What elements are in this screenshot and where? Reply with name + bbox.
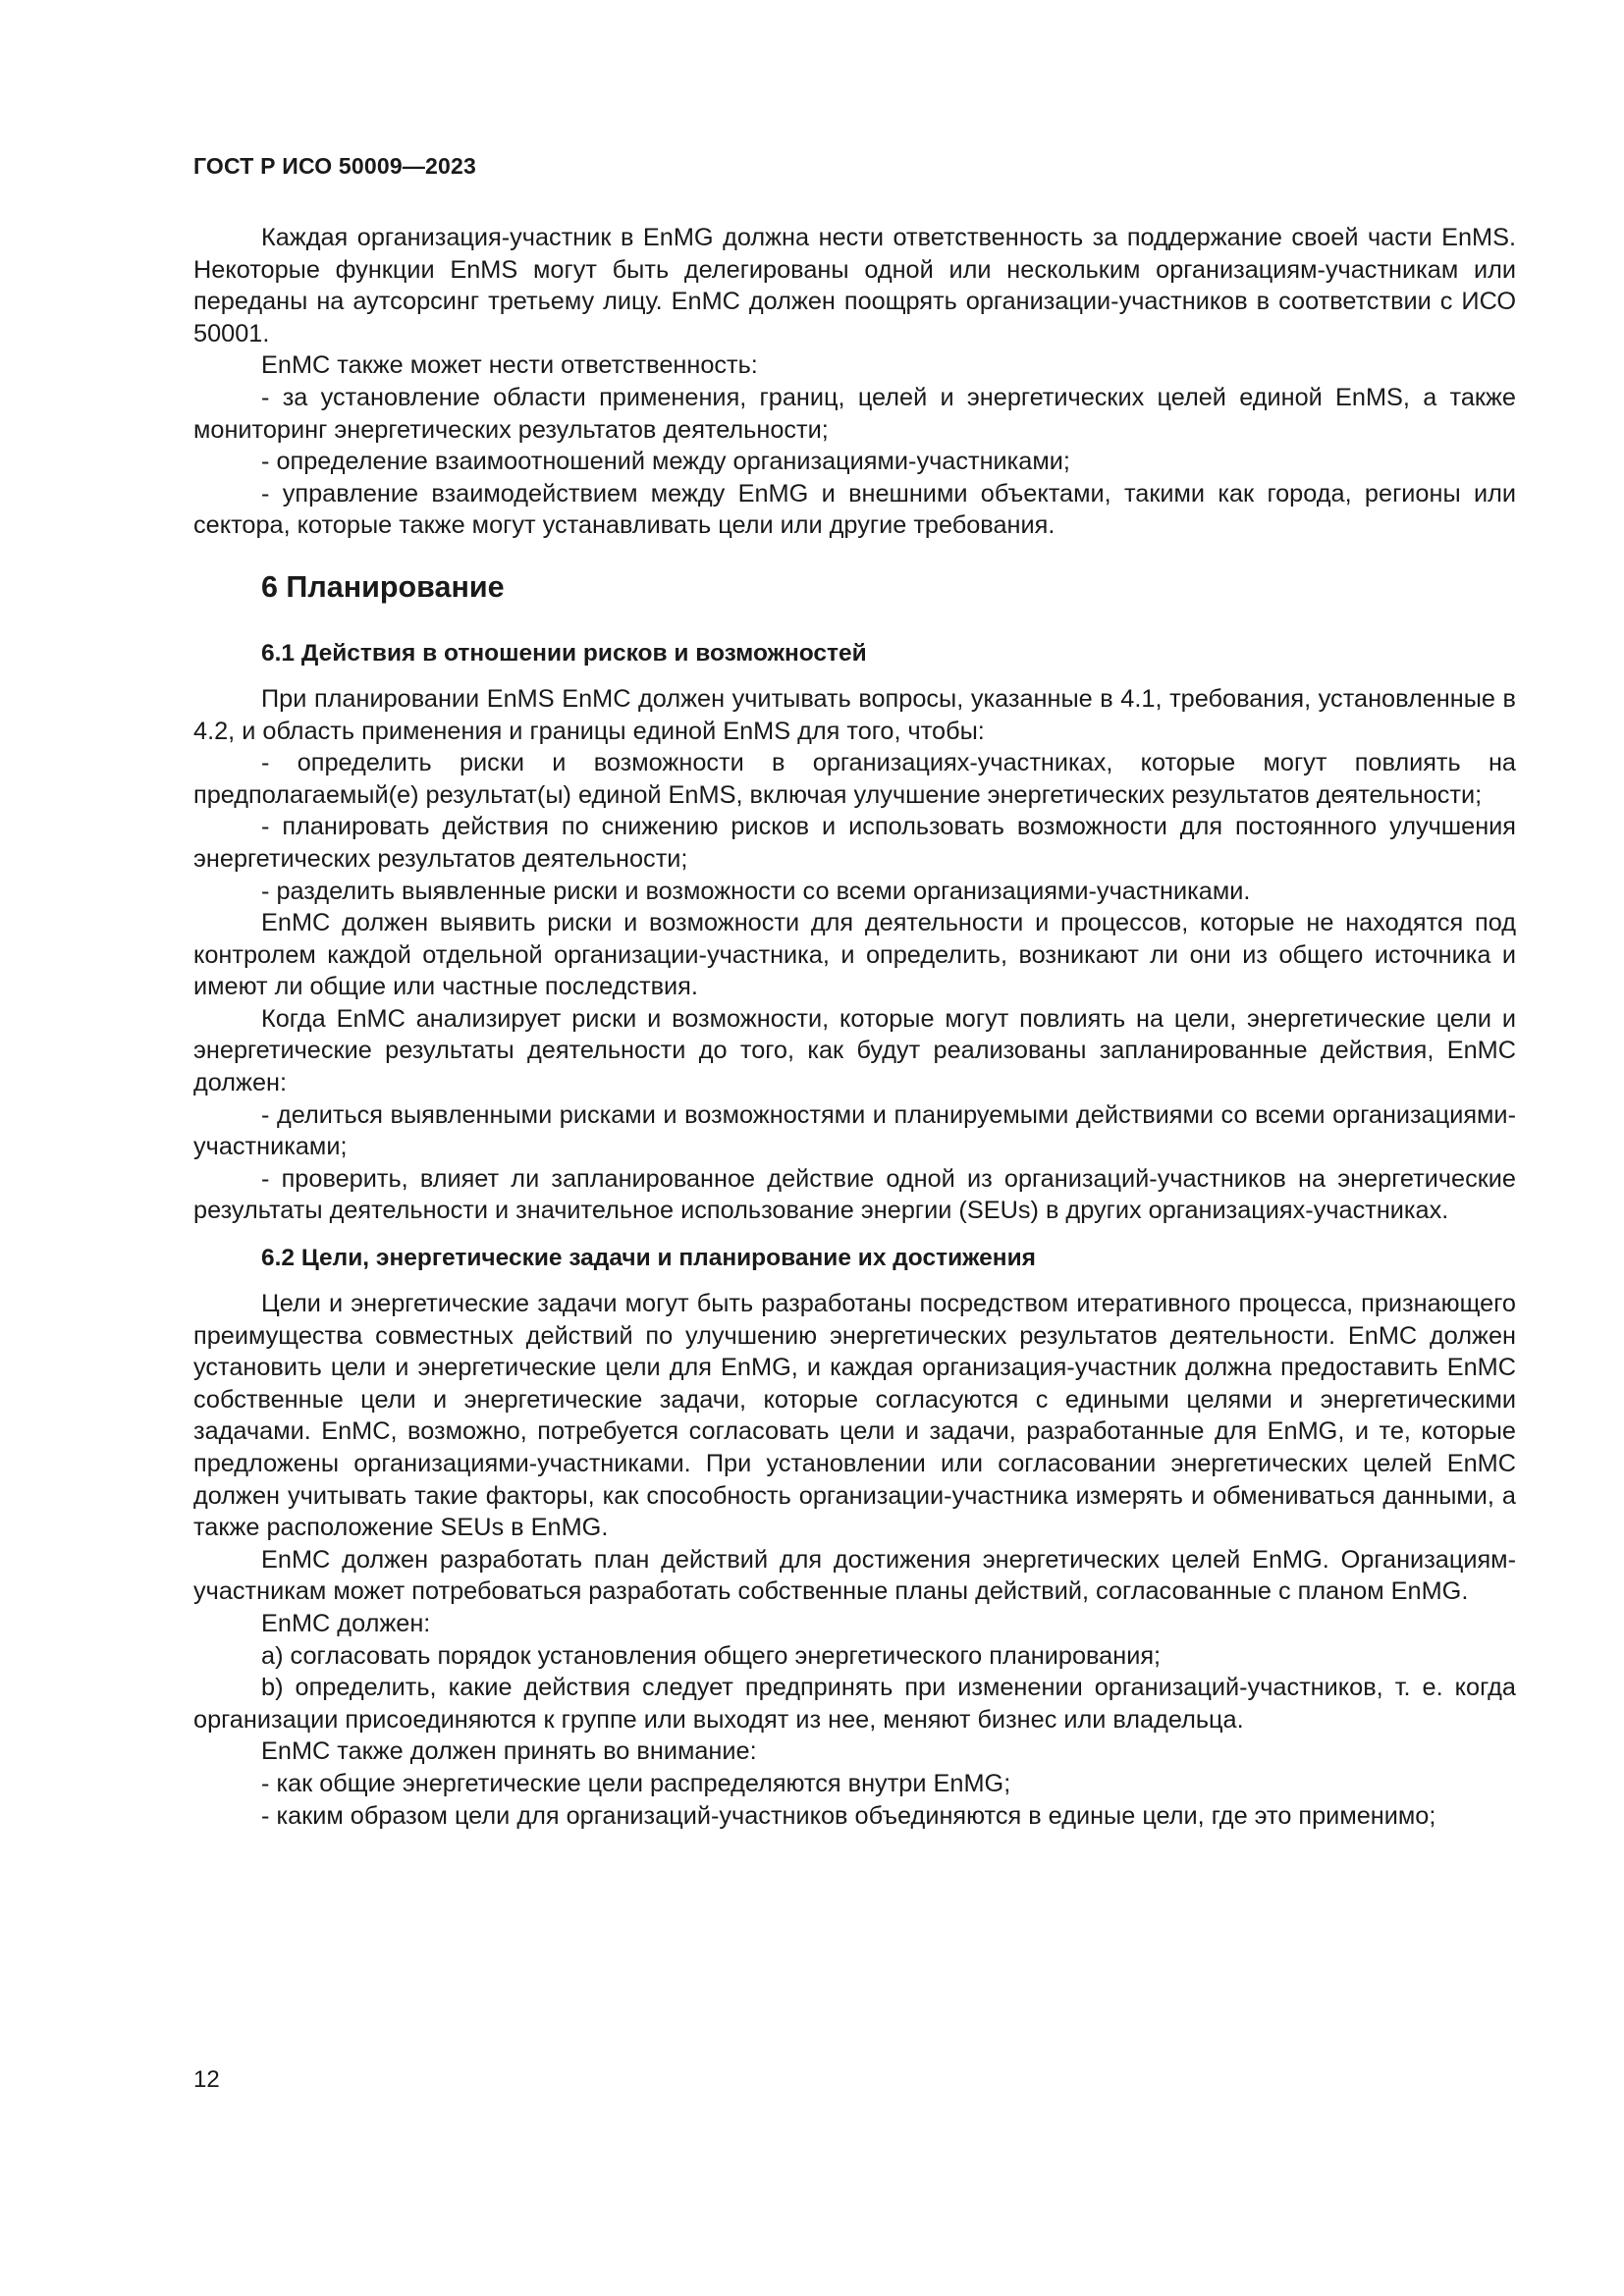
- standard-header: ГОСТ Р ИСО 50009—2023: [193, 153, 477, 179]
- list-item: a) согласовать порядок установления общего энергетического планирования;: [261, 1641, 1162, 1670]
- subsection-heading: 6.2 Цели, энергетические задачи и планирование их достижения: [261, 1245, 1036, 1272]
- paragraph: EnMC также должен принять во внимание:: [261, 1737, 757, 1766]
- paragraph: EnMC должен выявить риски и возможности для деятельности и процессов, которые не находятся под контролем каждой отдельной организации-участника, и определить, возникают ли они из общего источника и имеют ли общие или частные последствия.: [193, 909, 1516, 1001]
- list-item: - за установление области применения, границ, целей и энергетических целей единой EnMS, а также мониторинг энергетических результатов деятельности;: [193, 383, 1516, 444]
- section-heading: 6 Планирование: [261, 569, 505, 604]
- subsection-heading: 6.1 Действия в отношении рисков и возможностей: [261, 639, 867, 667]
- paragraph: EnMC должен:: [261, 1609, 431, 1637]
- list-item: - проверить, влияет ли запланированное действие одной из организаций-участников на энергетические результаты деятельности и значительное использование энергии (SEUs) в других организациях-участниках.: [193, 1164, 1516, 1225]
- paragraph: EnMC также может нести ответственность:: [261, 351, 758, 380]
- list-item: - определение взаимоотношений между организациями-участниками;: [261, 448, 1070, 476]
- list-item: b) определить, какие действия следует предпринять при изменении организаций-участников, т. е. когда организации присоединяются к группе или выходят из нее, меняют бизнес или владельца.: [193, 1674, 1516, 1734]
- list-item: - каким образом цели для организаций-участников объединяются в единые цели, где это применимо;: [261, 1801, 1436, 1830]
- list-item: - управление взаимодействием между EnMG и внешними объектами, такими как города, регионы или сектора, которые также могут устанавливать цели или другие требования.: [193, 479, 1516, 540]
- list-item: - планировать действия по снижению рисков и использовать возможности для постоянного улучшения энергетических результатов деятельности;: [193, 813, 1516, 873]
- page-number: 12: [193, 2066, 220, 2093]
- paragraph: Каждая организация-участник в EnMG должна нести ответственность за поддержание своей части EnMS. Некоторые функции EnMS могут быть делегированы одной или нескольким организациям-участникам или переданы на аутсорсинг третьему лицу. EnMC должен поощрять организации-участников в соответствии с ИСО 50001.: [193, 224, 1516, 347]
- paragraph: Цели и энергетические задачи могут быть разработаны посредством итеративного процесса, признающего преимущества совместных действий по улучшению энергетических результатов деятельности. EnMC должен установить цели и энергетические цели для EnMG, и каждая организация-участник должна предоставить EnMC собственные цели и энергетические задачи, которые согласуются с едиными целями и энергетическими задачами. EnMC, возможно, потребуется согласовать цели и задачи, разработанные для EnMG, и те, которые предложены организациями-участниками. При установлении или согласовании энергетических целей EnMC должен учитывать такие факторы, как способность организации-участника измерять и обмениваться данными, а также расположение SEUs в EnMG.: [193, 1290, 1516, 1542]
- list-item: - разделить выявленные риски и возможности со всеми организациями-участниками.: [261, 877, 1251, 905]
- paragraph: EnMC должен разработать план действий для достижения энергетических целей EnMG. Организациям-участникам может потребоваться разработать собственные планы действий, согласованные с планом EnMG.: [193, 1545, 1516, 1606]
- paragraph: Когда EnMC анализирует риски и возможности, которые могут повлиять на цели, энергетические цели и энергетические результаты деятельности до того, как будут реализованы запланированные действия, EnMC должен:: [193, 1004, 1516, 1097]
- list-item: - делиться выявленными рисками и возможностями и планируемыми действиями со всеми организациями-участниками;: [193, 1100, 1516, 1161]
- list-item: - определить риски и возможности в организациях-участниках, которые могут повлиять на предполагаемый(е) результат(ы) единой EnMS, включая улучшение энергетических результатов деятельности;: [193, 749, 1516, 809]
- list-item: - как общие энергетические цели распределяются внутри EnMG;: [261, 1769, 1011, 1797]
- paragraph: При планировании EnMS EnMC должен учитывать вопросы, указанные в 4.1, требования, установленные в 4.2, и область применения и границы единой EnMS для того, чтобы:: [193, 684, 1516, 745]
- page-content: [193, 222, 1516, 1832]
